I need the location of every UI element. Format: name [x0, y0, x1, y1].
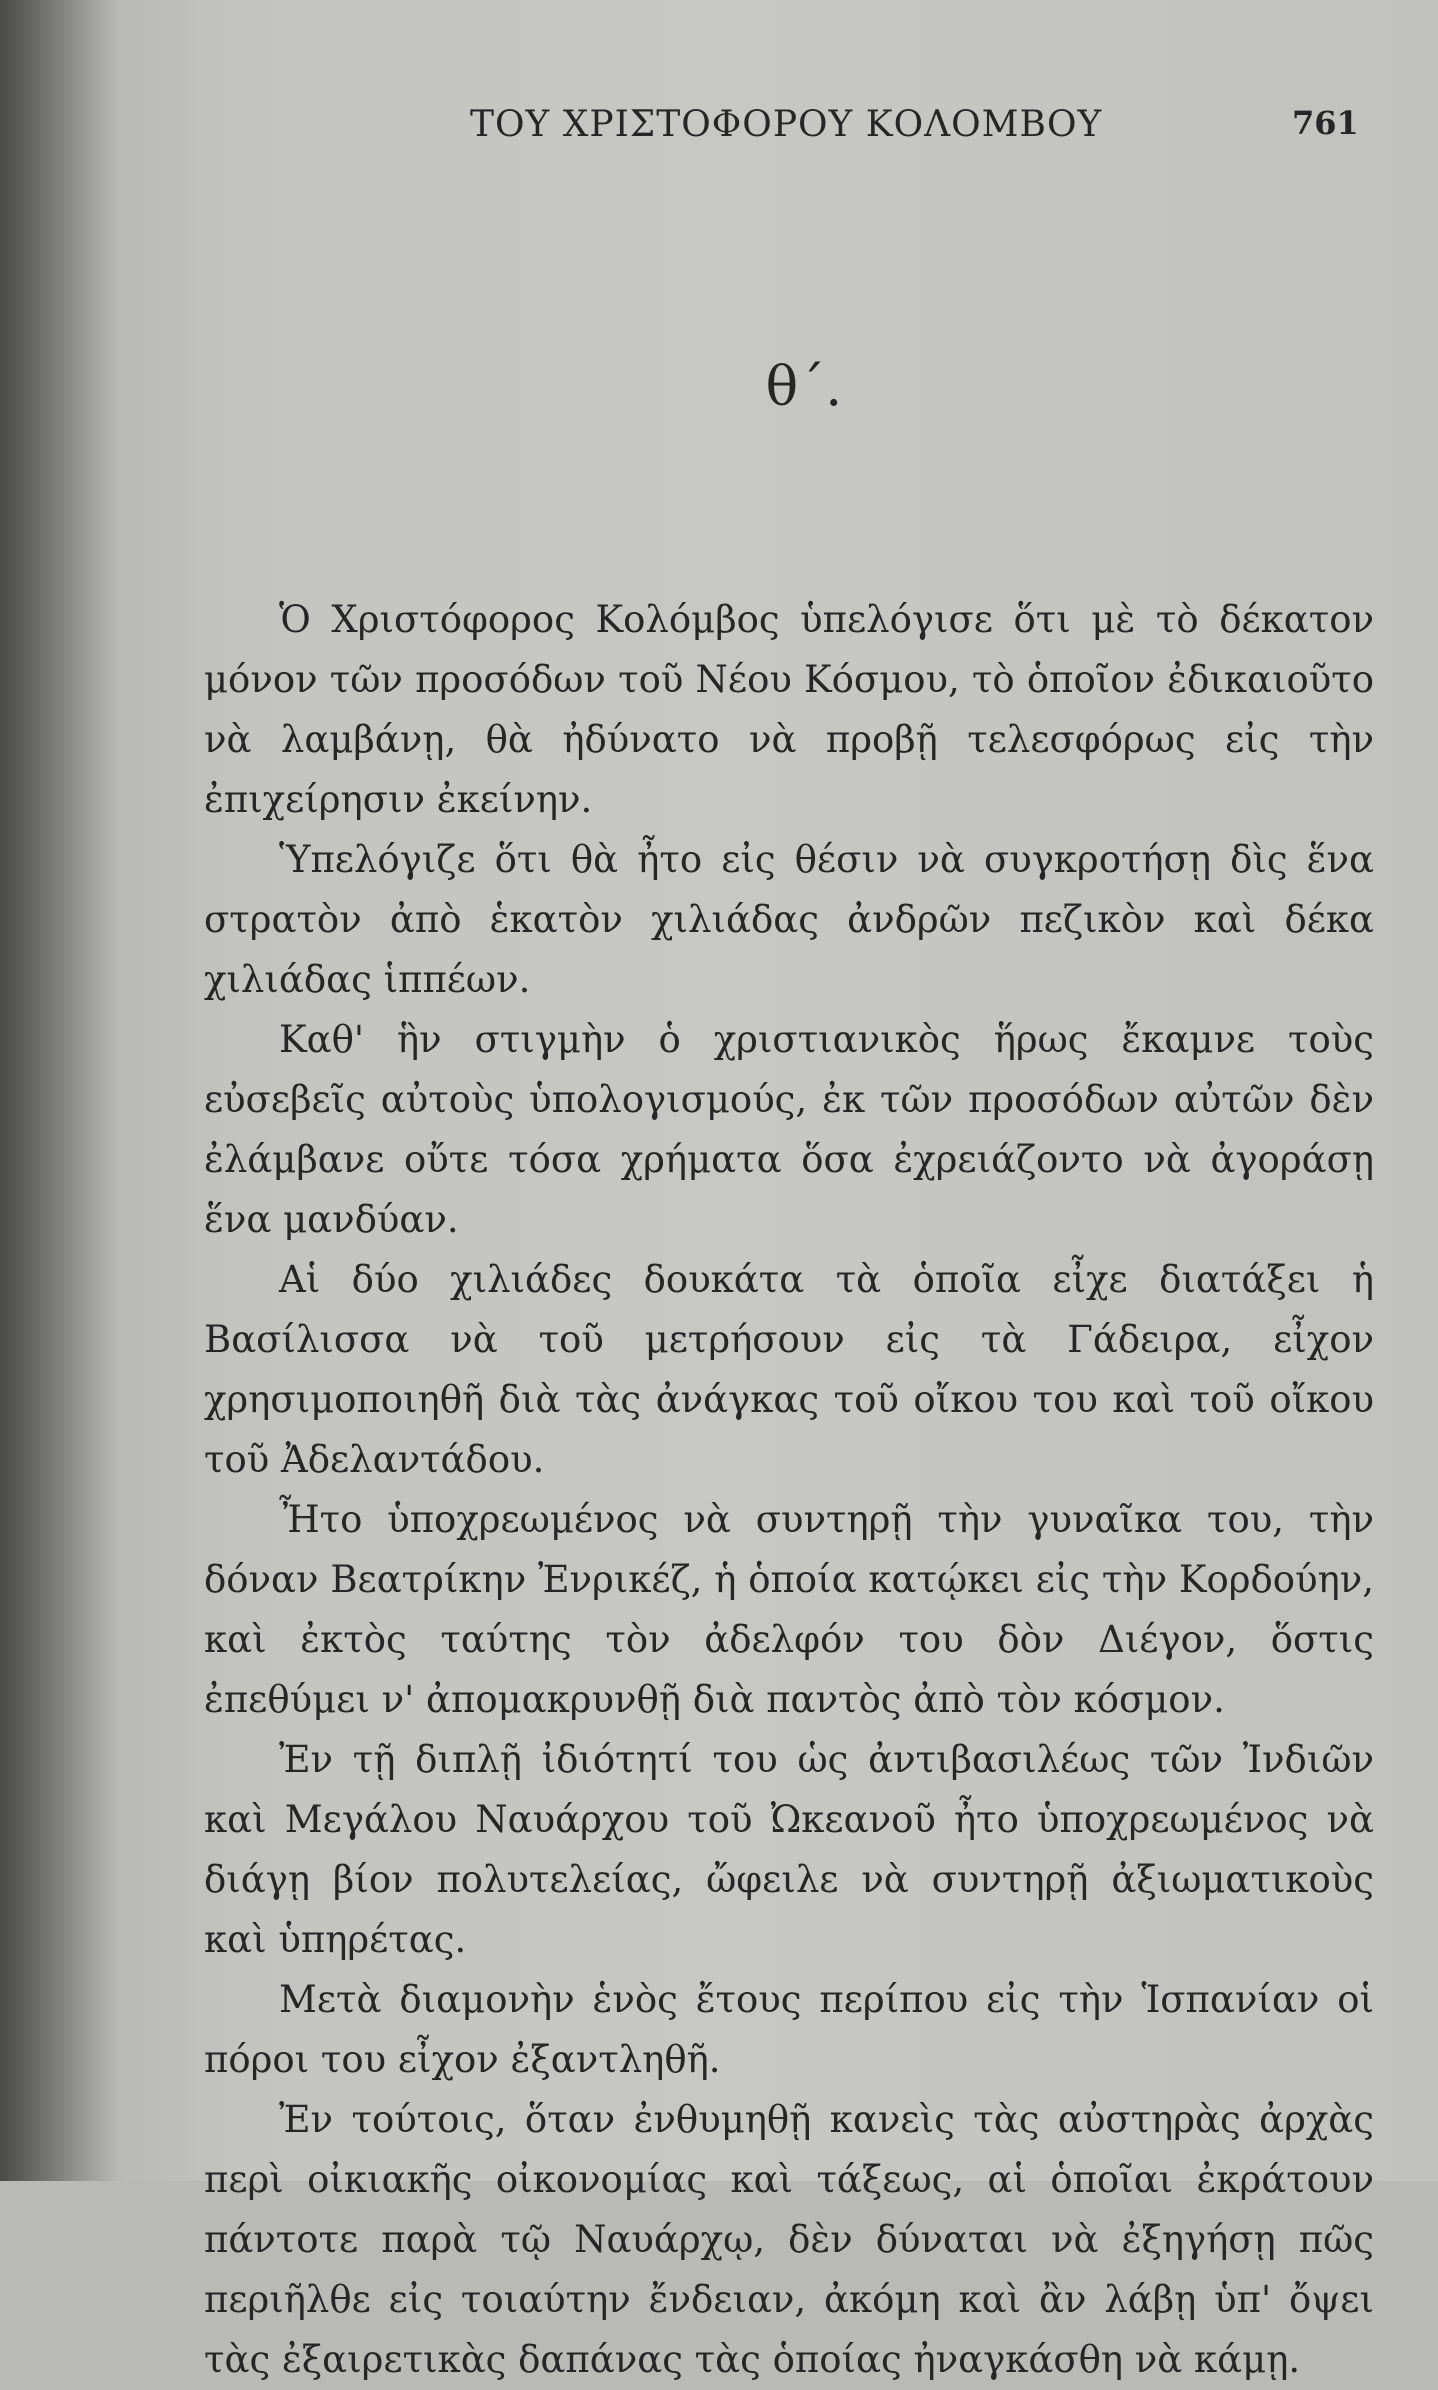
body-text	[204, 590, 1374, 2390]
paragraph: Καθ' ἣν στιγμὴν ὁ χριστιανικὸς ἥρως ἔκαμνε τοὺς εὐσεβεῖς αὐτοὺς ὑπολογισμούς, ἐκ τῶν προσόδων αὐτῶν δὲν ἐλάμβανε οὔτε τόσα χρήματα ὅσα ἐχρειάζοντο νὰ ἀγοράσῃ ἕνα μανδύαν.	[204, 1018, 1374, 1241]
paragraph: Ἐν τούτοις, ὅταν ἐνθυμηθῇ κανεὶς τὰς αὐστηρὰς ἀρχὰς περὶ οἰκιακῆς οἰκονομίας καὶ τάξεως, αἱ ὁποῖαι ἐκράτουν πάντοτε παρὰ τῷ Ναυάρχῳ, δὲν δύναται νὰ ἐξηγήσῃ πῶς περιῆλθε εἰς τοιαύτην ἔνδειαν, ἀκόμη καὶ ἂν λάβῃ ὑπ' ὄψει τὰς ἐξαιρετικὰς δαπάνας τὰς ὁποίας ἠναγκάσθη νὰ κάμῃ.	[204, 2098, 1374, 2381]
page-number: 761	[1292, 104, 1359, 142]
paragraph: Ὑπελόγιζε ὅτι θὰ ἦτο εἰς θέσιν νὰ συγκροτήσῃ δὶς ἕνα στρατὸν ἀπὸ ἑκατὸν χιλιάδας ἀνδρῶν πεζικὸν καὶ δέκα χιλιάδας ἱππέων.	[204, 838, 1374, 1001]
book-page	[120, 0, 1438, 2381]
running-title: ΤΟΥ ΧΡΙΣΤΟΦΟΡΟΥ ΚΟΛΟΜΒΟΥ	[470, 104, 1103, 145]
paragraph: Μετὰ διαμονὴν ἑνὸς ἔτους περίπου εἰς τὴν Ἱσπανίαν οἱ πόροι του εἶχον ἐξαντληθῆ.	[204, 1978, 1374, 2081]
paragraph: Αἱ δύο χιλιάδες δουκάτα τὰ ὁποῖα εἶχε διατάξει ἡ Βασίλισσα νὰ τοῦ μετρήσουν εἰς τὰ Γάδειρα, εἶχον χρησιμοποιηθῆ διὰ τὰς ἀνάγκας τοῦ οἴκου του καὶ τοῦ οἴκου τοῦ Ἀδελαντάδου.	[204, 1258, 1374, 1481]
paragraph: Ὁ Χριστόφορος Κολόμβος ὑπελόγισε ὅτι μὲ τὸ δέκατον μόνον τῶν προσόδων τοῦ Νέου Κόσμου, τὸ ὁποῖον ἐδικαιοῦτο νὰ λαμβάνῃ, θὰ ἠδύνατο νὰ προβῇ τελεσφόρως εἰς τὴν ἐπιχείρησιν ἐκείνην.	[204, 598, 1374, 821]
chapter-number: θ΄.	[765, 355, 843, 418]
paragraph: Ἦτο ὑποχρεωμένος νὰ συντηρῇ τὴν γυναῖκα του, τὴν δόναν Βεατρίκην Ἐνρικέζ, ἡ ὁποία κατῴκει εἰς τὴν Κορδούην, καὶ ἐκτὸς ταύτης τὸν ἀδελφόν του δὸν Διέγον, ὅστις ἐπεθύμει ν' ἀπομακρυνθῇ διὰ παντὸς ἀπὸ τὸν κόσμον.	[204, 1498, 1374, 1721]
book-binding-shadow	[0, 0, 120, 2181]
paragraph: Ἐν τῇ διπλῇ ἰδιότητί του ὡς ἀντιβασιλέως τῶν Ἰνδιῶν καὶ Μεγάλου Ναυάρχου τοῦ Ὠκεανοῦ ἦτο ὑποχρεωμένος νὰ διάγῃ βίον πολυτελείας, ὤφειλε νὰ συντηρῇ ἀξιωματικοὺς καὶ ὑπηρέτας.	[204, 1738, 1374, 1961]
page-header	[120, 104, 1438, 154]
